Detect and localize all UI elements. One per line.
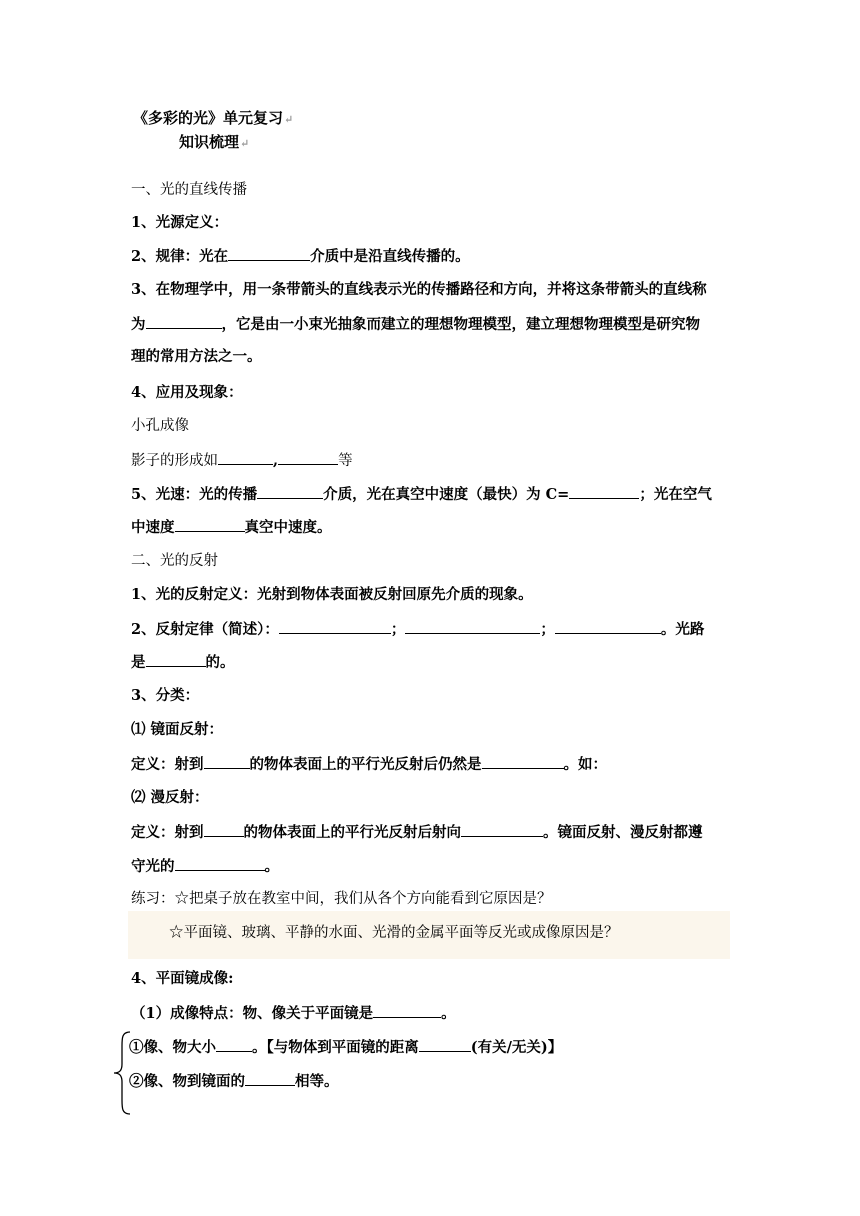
specular-reflection: ⑴ 镜面反射：: [131, 721, 224, 738]
fill-blank[interactable]: [373, 1003, 441, 1018]
diffuse-definition-line2: 守光的 。: [131, 858, 279, 875]
item-rule: 2、规律：光在 介质中是沿直线传播的。: [131, 248, 470, 265]
item-light-source: 1、光源定义：: [131, 214, 229, 231]
diffuse-definition: 定义：射到 的物体表面上的平行光反射后射向 。镜面反射、漫反射都遵: [131, 824, 703, 841]
shadow-line: 影子的形成如 , 等: [131, 452, 353, 469]
item-ray-line3: 理的常用方法之一。: [131, 348, 262, 365]
specular-definition: 定义：射到 的物体表面上的平行光反射后仍然是 。如：: [131, 756, 607, 773]
practice-question-2: ☆平面镜、玻璃、平静的水面、光滑的金属平面等反光或成像原因是？: [169, 925, 619, 941]
fill-blank[interactable]: [228, 246, 310, 261]
item-reflection-law-line2: 是 的。: [131, 654, 235, 671]
item-ray-line1: 3、在物理学中，用一条带箭头的直线表示光的传播路径和方向，并将这条带箭头的直线称: [131, 281, 707, 298]
fill-blank[interactable]: [146, 652, 206, 667]
fill-blank[interactable]: [175, 856, 265, 871]
fill-blank[interactable]: [218, 450, 273, 465]
fill-blank[interactable]: [245, 1071, 295, 1086]
item-ray-line2: 为 ，它是由一小束光抽象而建立的理想物理模型，建立理想物理模型是研究物: [131, 316, 700, 333]
item-plane-mirror: 4、平面镜成像:: [131, 970, 234, 987]
fill-blank[interactable]: [461, 822, 543, 837]
item-reflection-def: 1、光的反射定义：光射到物体表面被反射回原先介质的现象。: [131, 586, 533, 603]
fill-blank[interactable]: [482, 754, 564, 769]
fill-blank[interactable]: [278, 450, 338, 465]
fill-blank[interactable]: [257, 484, 323, 499]
fill-blank[interactable]: [279, 619, 391, 634]
fill-blank[interactable]: [555, 619, 661, 634]
item-applications: 4、应用及现象：: [131, 384, 243, 401]
fill-blank[interactable]: [216, 1037, 252, 1052]
fill-blank[interactable]: [419, 1037, 471, 1052]
doc-subtitle: 知识梳理↵: [179, 133, 250, 151]
fill-blank[interactable]: [204, 754, 250, 769]
doc-title: 《多彩的光》单元复习↵: [133, 109, 294, 127]
item-reflection-law: 2、反射定律（简述）： ； ； 。光路: [131, 621, 705, 638]
section-heading: 二、光的反射: [131, 553, 218, 569]
fill-blank[interactable]: [569, 484, 639, 499]
item-light-speed-line2: 中速度 真空中速度。: [131, 519, 332, 536]
feature-size: ①像、物大小 。【与物体到平面镜的距离 (有关/无关)】: [129, 1039, 563, 1056]
feature-distance: ②像、物到镜面的 相等。: [129, 1073, 339, 1090]
item-light-speed: 5、光速：光的传播 介质，光在真空中速度（最快）为 C= ；光在空气: [131, 486, 712, 503]
practice-question: 练习：☆把桌子放在教室中间，我们从各个方向能看到它原因是？: [131, 891, 552, 907]
item-classification: 3、分类：: [131, 687, 200, 704]
section-heading: 一、光的直线传播: [131, 182, 247, 198]
fill-blank[interactable]: [146, 314, 222, 329]
diffuse-reflection: ⑵ 漫反射：: [131, 789, 209, 806]
pinhole-imaging: 小孔成像: [131, 418, 189, 434]
imaging-features: （1）成像特点：物、像关于平面镜是 。: [131, 1005, 456, 1022]
fill-blank[interactable]: [405, 619, 540, 634]
fill-blank[interactable]: [204, 822, 244, 837]
fill-blank[interactable]: [175, 517, 245, 532]
